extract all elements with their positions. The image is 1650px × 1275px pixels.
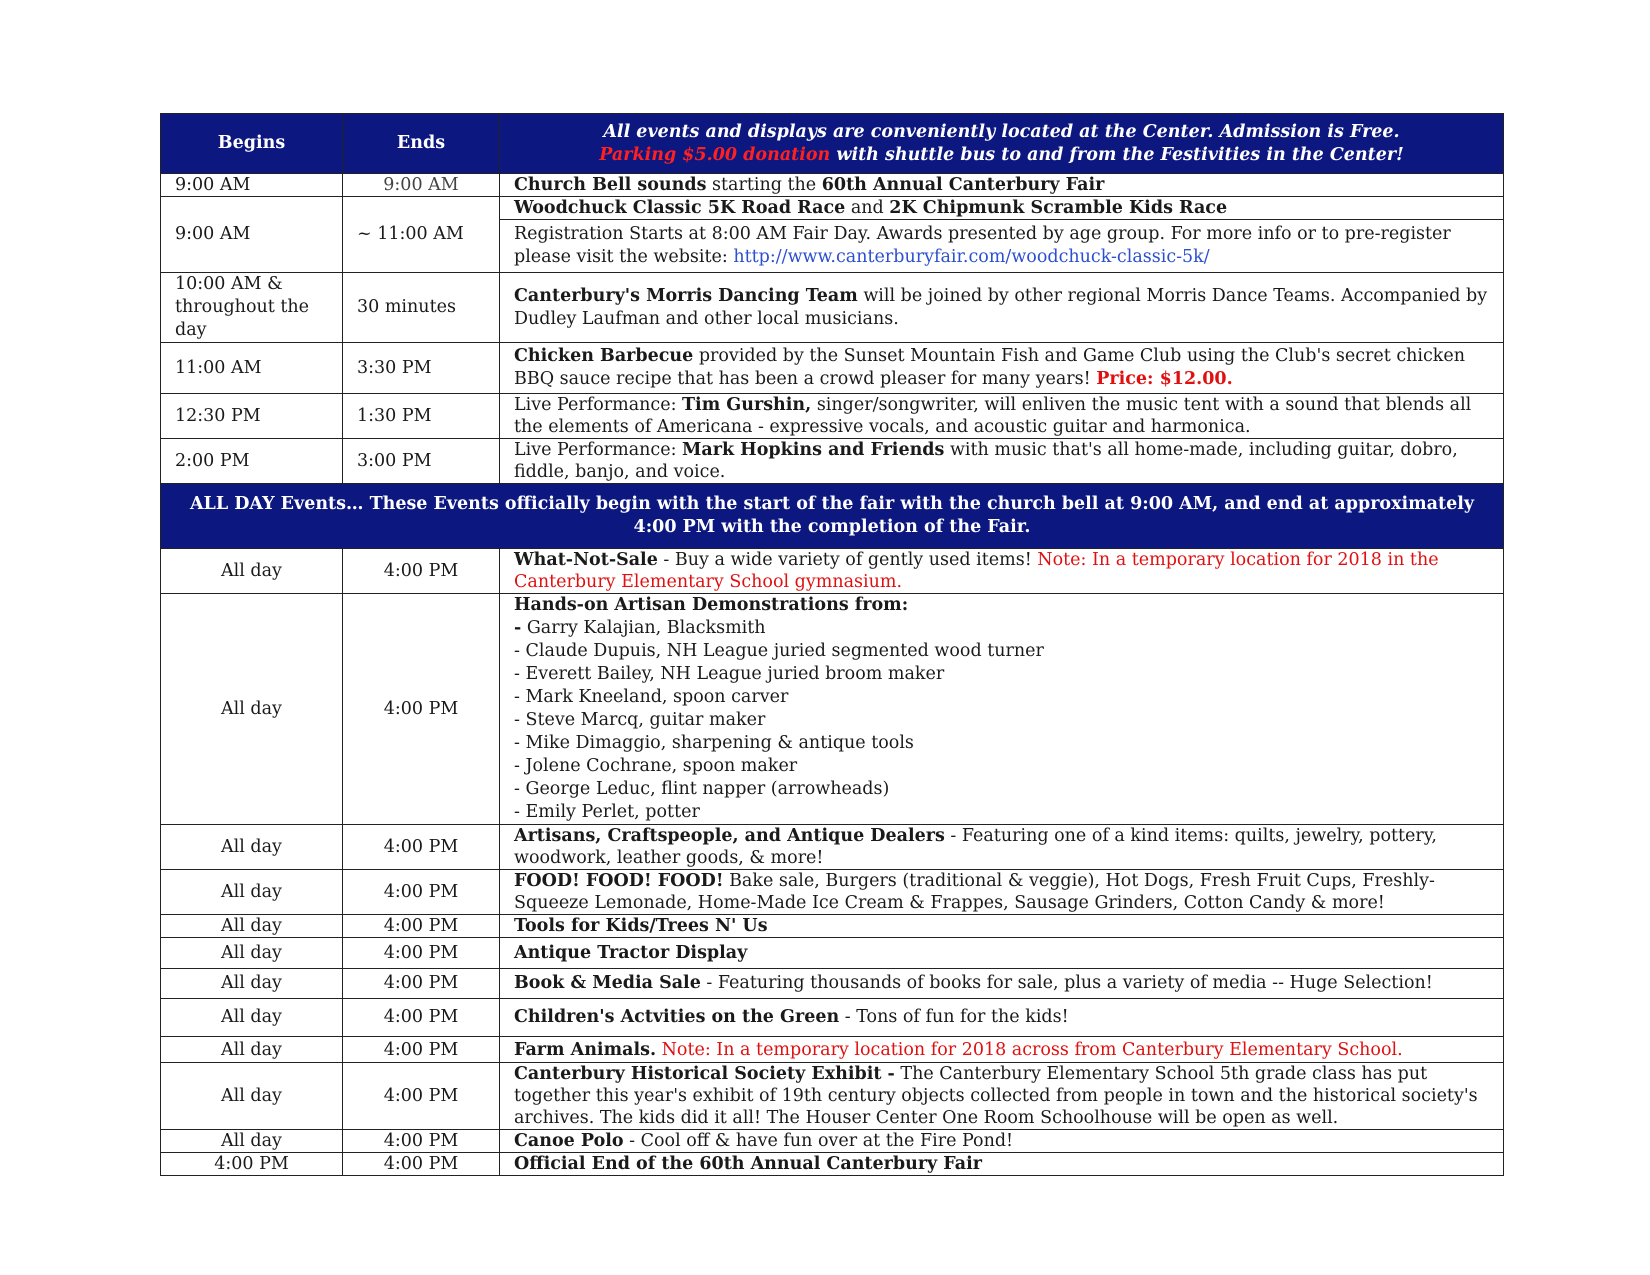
event-row-children: [161, 999, 1504, 1037]
artisan-list-item: - Claude Dupuis, NH League juried segmented wood turner: [514, 641, 1044, 661]
event-row-official-end: [161, 1153, 1504, 1176]
artisan-list-item: - Jolene Cochrane, spoon maker: [514, 756, 798, 776]
event-description: [500, 1037, 1504, 1063]
all-day-banner-row: [161, 484, 1504, 549]
event-description: [500, 273, 1504, 343]
event-row-artisan-demos: [161, 594, 1504, 825]
ends-header: Ends: [343, 114, 500, 174]
event-description: [500, 1153, 1504, 1176]
location-note: Note: In a temporary location for 2018 across from Canterbury Elementary School.: [656, 1039, 1403, 1060]
event-text: Bake sale, Burgers (traditional & veggie), Hot Dogs, Fresh Fruit Cups, Freshly-Squeeze Lemonade, Home-Made Ice Cream & Frappes, Sausage Grinders, Cotton Candy & more!: [514, 871, 1435, 913]
ends-cell: 1:30 PM: [343, 394, 500, 439]
event-row-tools-kids: [161, 915, 1504, 938]
event-description: [500, 1130, 1504, 1153]
begins-cell: All day: [161, 938, 343, 969]
begins-header: Begins: [161, 114, 343, 174]
ends-cell: 4:00 PM: [343, 915, 500, 938]
event-row-artisans-dealers: [161, 825, 1504, 870]
ends-cell: 4:00 PM: [343, 1153, 500, 1176]
event-text: - Buy a wide variety of gently used items!: [657, 550, 1038, 570]
begins-cell: All day: [161, 1037, 343, 1063]
event-text: - Featuring one of a kind items: quilts, jewelry, pottery, woodwork, leather goods, & more!: [514, 826, 1437, 868]
race-website-link[interactable]: http://www.canterburyfair.com/woodchuck-classic-5k/: [733, 247, 1210, 267]
demos-title: Hands-on Artisan Demonstrations from:: [514, 595, 909, 615]
event-text: Live Performance:: [514, 395, 683, 415]
artisan-list-item: - Mike Dimaggio, sharpening & antique tools: [514, 733, 914, 753]
event-description: [500, 870, 1504, 915]
begins-cell: 2:00 PM: [161, 439, 343, 484]
begins-cell: All day: [161, 549, 343, 594]
event-text: Registration Starts at 8:00 AM Fair Day. Awards presented by age group. For more info or to pre-register please visit the website:: [514, 224, 1451, 267]
event-description: [500, 220, 1504, 273]
event-row-book-sale: [161, 969, 1504, 999]
fair-name: 60th Annual Canterbury Fair: [821, 175, 1105, 195]
begins-cell: All day: [161, 1063, 343, 1130]
event-description: [500, 343, 1504, 394]
event-row-farm-animals: [161, 1037, 1504, 1063]
event-text: - Cool off & have fun over at the Fire Pond!: [623, 1131, 1014, 1151]
event-title: Canoe Polo: [514, 1131, 624, 1151]
event-title: Canterbury's Morris Dancing Team: [514, 285, 858, 306]
event-text: - Featuring thousands of books for sale, plus a variety of media -- Huge Selection!: [700, 973, 1433, 993]
ends-cell: 4:00 PM: [343, 825, 500, 870]
artisan-list-item: - Steve Marcq, guitar maker: [514, 710, 766, 730]
artisan-list-item: - Mark Kneeland, spoon carver: [514, 687, 789, 707]
performer-name: Tim Gurshin,: [682, 395, 812, 415]
event-row-woodchuck-title: [161, 197, 1504, 220]
ends-cell: 4:00 PM: [343, 594, 500, 825]
event-description: [500, 915, 1504, 938]
event-title: Book & Media Sale: [514, 973, 701, 993]
event-title: Farm Animals.: [514, 1039, 657, 1060]
event-title: Church Bell sounds: [514, 175, 707, 195]
artisan-name: Garry Kalajian, Blacksmith: [521, 618, 766, 638]
event-description: [500, 969, 1504, 999]
ends-cell: 30 minutes: [343, 273, 500, 343]
begins-cell: All day: [161, 870, 343, 915]
event-row-canoe-polo: [161, 1130, 1504, 1153]
event-text: Live Performance:: [514, 440, 683, 460]
parking-note: Parking $5.00 donation: [599, 144, 831, 165]
event-description: [500, 394, 1504, 439]
ends-cell: 3:30 PM: [343, 343, 500, 394]
ends-cell: 4:00 PM: [343, 999, 500, 1037]
event-description: [500, 938, 1504, 969]
begins-cell: 4:00 PM: [161, 1153, 343, 1176]
list-dash: -: [514, 618, 522, 638]
event-row-tim-gurshin: [161, 394, 1504, 439]
begins-cell: 10:00 AM & throughout the day: [161, 273, 343, 343]
begins-cell: All day: [161, 1130, 343, 1153]
event-row-food: [161, 870, 1504, 915]
event-row-church-bell: [161, 174, 1504, 197]
artisan-list-item: - Everett Bailey, NH League juried broom maker: [514, 664, 945, 684]
event-description: [500, 439, 1504, 484]
event-title: Children's Actvities on the Green: [514, 1007, 840, 1027]
event-row-historical: [161, 1063, 1504, 1130]
event-title-cell: [500, 197, 1504, 220]
ends-cell: 9:00 AM: [343, 174, 500, 197]
begins-cell: All day: [161, 969, 343, 999]
performer-name: Mark Hopkins and Friends: [682, 440, 945, 460]
event-row-tractor: [161, 938, 1504, 969]
race-title: Woodchuck Classic 5K Road Race: [514, 198, 846, 218]
event-title: Artisans, Craftspeople, and Antique Dealers: [514, 826, 945, 846]
begins-cell: All day: [161, 825, 343, 870]
shuttle-note: with shuttle bus to and from the Festivities in the Center!: [830, 144, 1404, 165]
event-description: [500, 825, 1504, 870]
event-description: [500, 174, 1504, 197]
admission-note-line1: All events and displays are conveniently located at the Center. Admission is Free.: [603, 121, 1400, 142]
begins-cell: All day: [161, 999, 343, 1037]
location-note: Note: In a temporary location for 2018 in the Canterbury Elementary School gymnasium.: [514, 550, 1439, 592]
begins-cell: 9:00 AM: [161, 174, 343, 197]
schedule-table: [160, 113, 1504, 1176]
admission-note: [500, 114, 1504, 174]
ends-cell: 4:00 PM: [343, 1130, 500, 1153]
begins-cell: 9:00 AM: [161, 197, 343, 273]
event-text: provided by the Sunset Mountain Fish and Game Club using the Club's secret chicken BBQ sauce recipe that has been a crowd pleaser for many years!: [514, 346, 1466, 389]
event-description: [500, 594, 1504, 825]
event-row-morris: [161, 273, 1504, 343]
ends-cell: 4:00 PM: [343, 938, 500, 969]
event-text: - Tons of fun for the kids!: [839, 1007, 1069, 1027]
artisan-list-item: - Emily Perlet, potter: [514, 802, 700, 822]
event-title: Canterbury Historical Society Exhibit -: [514, 1064, 895, 1084]
begins-cell: All day: [161, 594, 343, 825]
event-description: [500, 999, 1504, 1037]
header-row: [161, 114, 1504, 174]
price-label: Price: $12.00.: [1096, 369, 1233, 389]
event-title: Chicken Barbecue: [514, 346, 694, 366]
event-text: The Canterbury Elementary School 5th grade class has put together this year's exhibit of 19th century objects collected from people in town and the historical society's archives. The kids did it all! The Houser Center One Room Schoolhouse will be open as well.: [514, 1064, 1478, 1128]
event-title: What-Not-Sale: [514, 550, 658, 570]
event-text: singer/songwriter, will enliven the music tent with a sound that blends all the elements of Americana - expressive vocals, and acoustic guitar and harmonica.: [514, 395, 1472, 437]
event-title: FOOD! FOOD! FOOD!: [514, 871, 724, 891]
ends-cell: ~ 11:00 AM: [343, 197, 500, 273]
event-row-what-not-sale: [161, 549, 1504, 594]
ends-cell: 4:00 PM: [343, 549, 500, 594]
ends-cell: 4:00 PM: [343, 870, 500, 915]
ends-cell: 4:00 PM: [343, 1037, 500, 1063]
event-row-bbq: [161, 343, 1504, 394]
all-day-banner: ALL DAY Events… These Events officially begin with the start of the fair with the church bell at 9:00 AM, and end at approximately 4:00 PM with the completion of the Fair.: [161, 484, 1504, 549]
event-text: will be joined by other regional Morris Dance Teams. Accompanied by Dudley Laufman and other local musicians.: [514, 285, 1488, 329]
event-title: Antique Tractor Display: [514, 942, 748, 963]
event-title: Tools for Kids/Trees N' Us: [514, 916, 768, 936]
ends-cell: 4:00 PM: [343, 969, 500, 999]
begins-cell: 11:00 AM: [161, 343, 343, 394]
event-text: starting the: [706, 175, 822, 195]
event-description: [500, 1063, 1504, 1130]
event-row-mark-hopkins: [161, 439, 1504, 484]
artisan-list-item: - George Leduc, flint napper (arrowheads): [514, 779, 890, 799]
begins-cell: All day: [161, 915, 343, 938]
artisan-list-item: [514, 617, 1489, 640]
event-text: and: [845, 198, 890, 218]
ends-cell: 4:00 PM: [343, 1063, 500, 1130]
ends-cell: 3:00 PM: [343, 439, 500, 484]
kids-race-title: 2K Chipmunk Scramble Kids Race: [889, 198, 1228, 218]
begins-cell: 12:30 PM: [161, 394, 343, 439]
event-text: with music that's all home-made, including guitar, dobro, fiddle, banjo, and voice.: [514, 440, 1458, 482]
event-title: Official End of the 60th Annual Canterbury Fair: [514, 1154, 982, 1174]
event-description: [500, 549, 1504, 594]
